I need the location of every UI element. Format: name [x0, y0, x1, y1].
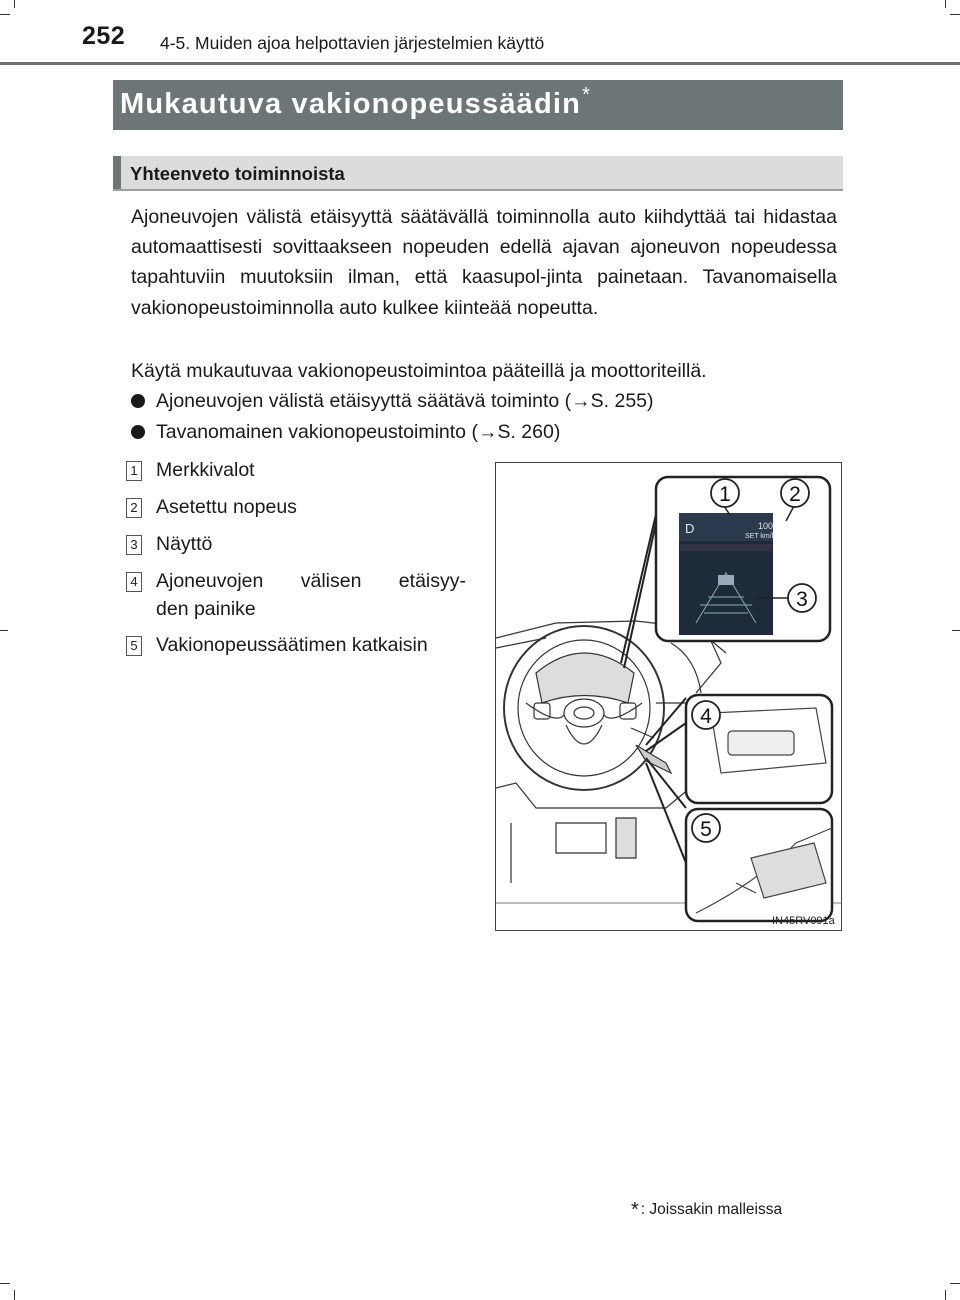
subsection-heading: Yhteenveto toiminnoista [130, 163, 345, 184]
legend-label: Näyttö [156, 533, 213, 555]
header-divider [0, 62, 960, 65]
steering-wheel-illustration [496, 463, 841, 930]
callout-2: 2 [789, 483, 801, 506]
callout-1: 1 [719, 483, 731, 506]
footnote [631, 1199, 782, 1222]
crop-mark [945, 0, 946, 8]
bullet-text: Tavanomainen vakionopeustoiminto (→S. 260) [156, 421, 561, 443]
legend-label-continued: den painike [156, 598, 256, 620]
callout-3: 3 [796, 588, 808, 611]
crop-mark [0, 14, 10, 15]
page-title-text: Mukautuva vakionopeussäädin [120, 88, 582, 120]
crop-mark [0, 1283, 10, 1284]
bullet-text: Ajoneuvojen välistä etäisyyttä säätävä toiminto (→S. 255) [156, 390, 654, 412]
footnote-text: : Joissakin malleissa [640, 1201, 783, 1218]
crop-mark [14, 0, 15, 8]
legend-label: Asetettu nopeus [156, 496, 297, 518]
legend-label: Merkkivalot [156, 459, 255, 481]
display-speed: 100 [758, 521, 774, 531]
page-number: 252 [82, 22, 126, 50]
page-title [120, 84, 591, 121]
legend-number: 5 [126, 636, 142, 656]
subsection-accent [113, 156, 121, 191]
crop-mark [950, 14, 960, 15]
intro-paragraph: Ajoneuvojen välistä etäisyyttä säätävällä toiminnolla auto kiihdyttää tai hidastaa automaattisesti sovittaakseen nopeuden edellä ajavan ajoneuvon nopeudessa tapahtuviin muutoksiin ilman, että kaasupol-jinta painetaan. Tavanomaisella vakionopeustoiminnolla auto kulkee kiinteää nopeutta. [131, 206, 837, 319]
legend-number: 3 [126, 535, 142, 555]
display-gear: D [685, 521, 695, 536]
bullet-dot-icon [131, 394, 145, 408]
crop-mark [950, 1283, 960, 1284]
figure-code: IN45RV091a [772, 915, 835, 927]
asterisk-marker: * [582, 84, 592, 106]
legend-label: Ajoneuvojen välisen etäisyy- [156, 570, 466, 592]
crop-mark [0, 630, 8, 631]
crop-mark [14, 1290, 15, 1300]
display-set: SET km/h [745, 533, 776, 540]
legend-number: 4 [126, 572, 142, 592]
crop-mark [952, 630, 960, 631]
usage-paragraph: Käytä mukautuvaa vakionopeustoimintoa pääteillä ja moottoriteillä. [131, 360, 707, 382]
asterisk-icon: * [631, 1199, 639, 1221]
legend-number: 2 [126, 498, 142, 518]
section-title: 4-5. Muiden ajoa helpottavien järjestelmien käyttö [160, 33, 545, 53]
figure-frame [495, 462, 842, 931]
callout-4: 4 [700, 705, 712, 728]
legend-label: Vakionopeussäätimen katkaisin [156, 634, 428, 656]
legend-number: 1 [126, 461, 142, 481]
bullet-dot-icon [131, 425, 145, 439]
subsection-underline [113, 189, 843, 191]
callout-5: 5 [700, 818, 712, 841]
crop-mark [945, 1290, 946, 1300]
